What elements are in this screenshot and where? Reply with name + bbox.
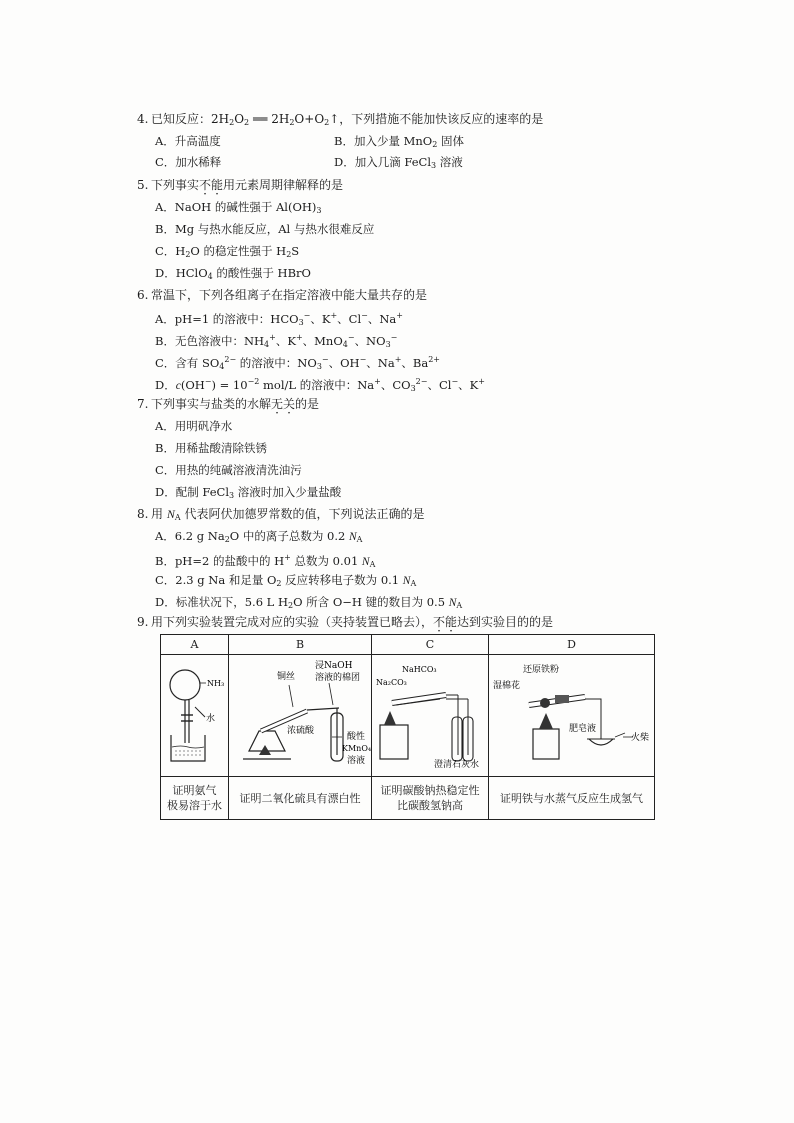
q7-option-a: A．用明矾净水 <box>155 419 233 433</box>
q8-option-a: A．6.2 g $Na_2O$ 中的离子总数为 0.2 $N_A$ <box>155 529 363 544</box>
question-9: 9. 用下列实验装置完成对应的实验（夹持装置已略去），不能达到实验目的的是 <box>137 615 554 629</box>
question-7: 7. 下列事实与盐类的水解无关的是 <box>137 397 320 411</box>
question-number: 4. <box>137 112 149 126</box>
reaction-equals-sign: ══ <box>249 112 272 126</box>
experiment-table <box>160 634 655 820</box>
q6-option-d: D．$c(OH^-) = 10^{-2}$ mol/L 的溶液中：Na+、$CO_3^{2-}$、Cl−、K+ <box>155 377 485 393</box>
q5-option-d: D．HClO$_4$ 的酸性强于 HBrO <box>155 266 311 281</box>
q7-option-b: B．用稀盐酸清除铁锈 <box>155 441 267 455</box>
question-8: 8. 用 $N_A$ 代表阿伏加德罗常数的值，下列说法正确的是 <box>137 507 425 522</box>
q8-option-c: C．2.3 g Na 和足量 $O_2$ 反应转移电子数为 0.1 $N_A$ <box>155 573 417 588</box>
header-c: C <box>372 635 489 655</box>
label-copper-wire: 铜丝 <box>277 672 296 682</box>
caption-b: 证明二氧化硫具有漂白性 <box>229 777 372 820</box>
q4-option-c: C．加水稀释 <box>155 155 222 169</box>
q5-option-b: B．Mg 与热水能反应，Al 与热水很难反应 <box>155 222 375 236</box>
header-d: D <box>489 635 655 655</box>
apparatus-a <box>161 655 229 777</box>
label-kmno4-3: 溶液 <box>347 756 366 766</box>
label-cotton-2: 溶液的棉团 <box>315 673 361 683</box>
table-header-row <box>161 635 655 655</box>
q5-option-a: A．NaOH 的碱性强于 $Al(OH)_3$ <box>155 200 322 215</box>
label-cotton-1: 浸NaOH <box>315 661 353 671</box>
q7-option-c: C．用热的纯碱溶液清洗油污 <box>155 463 302 477</box>
carbonate-apparatus-icon <box>372 655 489 773</box>
header-a: A <box>161 635 229 655</box>
q6-option-a: A．pH=1 的溶液中：$HCO_3^-$、K+、Cl−、Na+ <box>155 311 403 327</box>
q4-option-d: D．加入几滴 FeCl$_3$ 溶液 <box>334 155 463 170</box>
question-5: 5. 下列事实不能用元素周期律解释的是 <box>137 178 344 192</box>
question-6: 6. 常温下，下列各组离子在指定溶液中能大量共存的是 <box>137 288 428 302</box>
caption-a: 证明氨气 极易溶于水 <box>161 777 229 820</box>
q8-option-d: D．标准状况下，5.6 L $H_2O$ 所含 O−H 键的数目为 0.5 $N_A$ <box>155 595 463 610</box>
label-limewater: 澄清石灰水 <box>434 760 480 770</box>
label-kmno4-2: KMnO₄ <box>342 744 372 753</box>
apparatus-b <box>229 655 372 777</box>
q4-option-b: B．加入少量 MnO$_2$ 固体 <box>334 134 464 149</box>
q6-option-c: C．含有 $SO_4^{2-}$ 的溶液中：$NO_3^-$、OH−、Na+、$Ba^{2+}$ <box>155 355 441 371</box>
label-match: 火柴 <box>631 733 650 743</box>
label-kmno4-1: 酸性 <box>347 732 366 742</box>
q6-option-b: B．无色溶液中：$NH_4^+$、K+、MnO$_4$−、$NO_3^-$ <box>155 333 398 349</box>
caption-d: 证明铁与水蒸气反应生成氢气 <box>489 777 655 820</box>
so2-apparatus-icon <box>229 655 372 773</box>
q7-option-d: D．配制 FeCl$_3$ 溶液时加入少量盐酸 <box>155 485 342 500</box>
label-na2co3: Na₂CO₃ <box>376 678 407 687</box>
q8-option-b: B．pH=2 的盐酸中的 H+ 总数为 0.01 $N_A$ <box>155 553 376 569</box>
header-b: B <box>229 635 372 655</box>
apparatus-row <box>161 655 655 777</box>
label-nh3: NH₃ <box>207 679 225 688</box>
label-iron-powder: 还原铁粉 <box>523 665 560 675</box>
fountain-apparatus-icon <box>161 655 229 773</box>
q5-option-c: C．$H_2O$ 的稳定性强于 $H_2S$ <box>155 244 300 259</box>
question-4: 4. 已知反应：$2H_2O_2$ ══ $2H_2O+O_2↑$，下列措施不能加快该反应的速率的是 <box>137 112 544 127</box>
label-water: 水 <box>206 714 216 724</box>
apparatus-d <box>489 655 655 777</box>
label-soap: 肥皂液 <box>569 724 597 734</box>
label-wet-cotton: 湿棉花 <box>493 681 521 691</box>
label-conc-h2so4: 浓硫酸 <box>287 726 315 736</box>
apparatus-c <box>372 655 489 777</box>
label-nahco3: NaHCO₃ <box>402 665 437 674</box>
caption-row <box>161 777 655 820</box>
iron-steam-apparatus-icon <box>489 655 655 773</box>
q4-option-a: A．升高温度 <box>155 134 221 148</box>
caption-c: 证明碳酸钠热稳定性 比碳酸氢钠高 <box>372 777 489 820</box>
